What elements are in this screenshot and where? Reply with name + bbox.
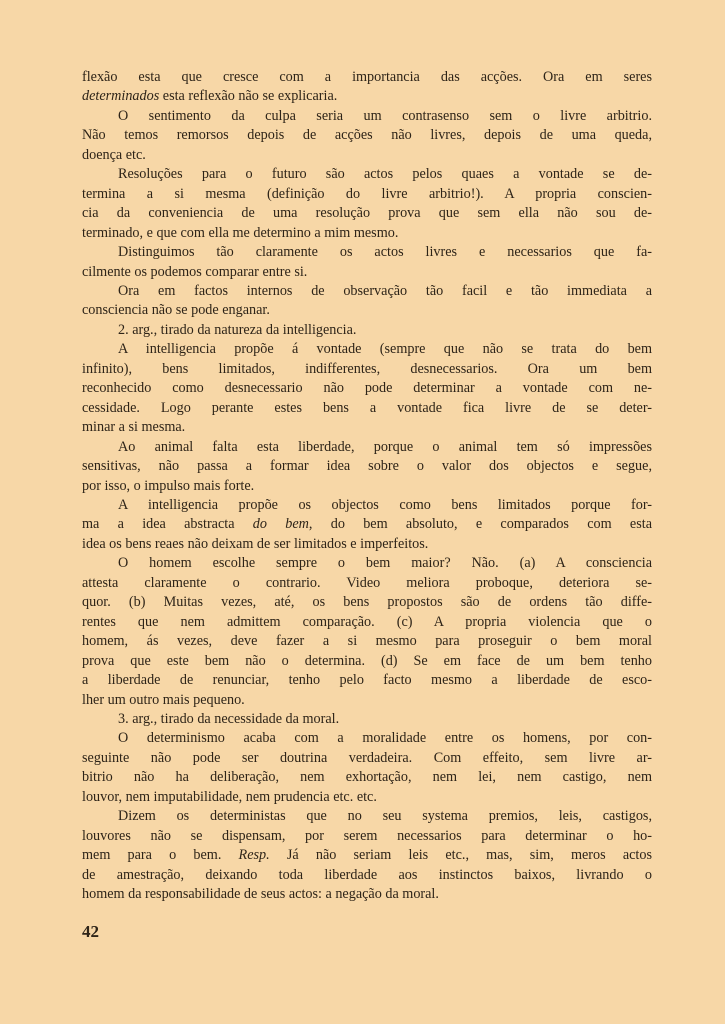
text-line: bitrio não ha deliberação, nem exhortação, nem lei, nem castigo, nem xyxy=(82,769,652,786)
text-line: por isso, o impulso mais forte. xyxy=(82,477,255,494)
italic-term: determinados xyxy=(82,88,160,105)
text-line: louvores não se dispensam, por serem necessarios para determinar o ho- xyxy=(82,827,652,844)
text-line: 2. arg., tirado da natureza da intelligencia. xyxy=(118,321,357,338)
italic-term: do bem xyxy=(252,516,309,533)
text-line: O sentimento da culpa seria um contrasenso sem o livre arbitrio. xyxy=(118,107,652,124)
text-line: seguinte não pode ser doutrina verdadeira. Com effeito, sem livre ar- xyxy=(82,749,652,766)
text-line: O determinismo acaba com a moralidade entre os homens, por con- xyxy=(118,730,652,747)
text-line: Dizem os deterministas que no seu systema premios, leis, castigos, xyxy=(118,808,652,825)
text-line: rentes que nem admittem comparação. (c) A propria violencia que o xyxy=(82,613,652,630)
text-line: Ora em factos internos de observação tão facil e tão immediata a xyxy=(118,282,652,299)
text-line: flexão esta que cresce com a importancia das acções. Ora em seres xyxy=(82,69,652,85)
text-line: attesta claramente o contrario. Video meliora proboque, deteriora se- xyxy=(82,574,652,591)
text-line: cia da conveniencia de uma resolução prova que sem ella não sou de- xyxy=(82,205,652,222)
text-line: cilmente os podemos comparar entre si. xyxy=(82,263,308,280)
text-line: mem para o bem. Resp. Já não seriam leis etc., mas, sim, meros actos xyxy=(82,847,652,864)
text-line: ma a idea abstracta do bem, do bem absoluto, e comparados com esta xyxy=(82,516,652,533)
text-line: a liberdade de renunciar, tenho pelo facto mesmo a liberdade de esco- xyxy=(82,672,652,689)
text-line: reconhecido como desnecessario não pode determinar a vontade com ne- xyxy=(82,380,652,397)
text-line: lher um outro mais pequeno. xyxy=(82,691,245,708)
page-number: 42 xyxy=(82,922,99,941)
text-line: 3. arg., tirado da necessidade da moral. xyxy=(118,710,340,727)
text-line: Não temos remorsos depois de acções não livres, depois de uma queda, xyxy=(82,127,652,144)
text-line: termina a si mesma (definição do livre arbitrio!). A propria conscien- xyxy=(82,185,652,202)
body-text xyxy=(82,68,652,904)
text-line: A intelligencia propõe á vontade (sempre que não se trata do bem xyxy=(118,341,652,358)
text-line: quor. (b) Muitas vezes, até, os bens propostos são de ordens tão diffe- xyxy=(82,594,652,611)
text-line: determinados esta reflexão não se explicaria. xyxy=(82,88,338,105)
text-line: de amestração, deixando toda liberdade aos instinctos baixos, livrando o xyxy=(82,866,652,883)
text-line: Distinguimos tão claramente os actos livres e necessarios que fa- xyxy=(118,244,652,261)
text-line: Ao animal falta esta liberdade, porque o animal tem só impressões xyxy=(118,438,652,455)
italic-term: Resp. xyxy=(238,847,270,864)
text-line: sensitivas, não passa a formar idea sobre o valor dos objectos e segue, xyxy=(82,458,652,475)
text-line: homem, ás vezes, deve fazer a si mesmo para proseguir o bem moral xyxy=(82,633,652,650)
text-line: cessidade. Logo perante estes bens a vontade fica livre de se deter- xyxy=(82,399,652,416)
text-line: idea os bens reaes não deixam de ser limitados e imperfeitos. xyxy=(82,535,429,552)
text-line: infinito), bens limitados, indifferentes, desnecessarios. Ora um bem xyxy=(82,360,652,377)
text-line: Resoluções para o futuro são actos pelos quaes a vontade se de- xyxy=(118,166,652,183)
text-line: consciencia não se pode enganar. xyxy=(82,302,270,319)
text-line: louvor, nem imputabilidade, nem prudencia etc. etc. xyxy=(82,788,377,805)
text-line: terminado, e que com ella me determino a mim mesmo. xyxy=(82,224,399,241)
text-line: O homem escolhe sempre o bem maior? Não. (a) A consciencia xyxy=(118,555,652,572)
text-line: minar a si mesma. xyxy=(82,419,186,436)
text-line: doença etc. xyxy=(82,146,146,163)
text-line: homem da responsabilidade de seus actos: a negação da moral. xyxy=(82,886,439,903)
text-line: prova que este bem não o determina. (d) Se em face de um bem tenho xyxy=(82,652,652,669)
text-line: A intelligencia propõe os objectos como bens limitados porque for- xyxy=(118,496,652,513)
